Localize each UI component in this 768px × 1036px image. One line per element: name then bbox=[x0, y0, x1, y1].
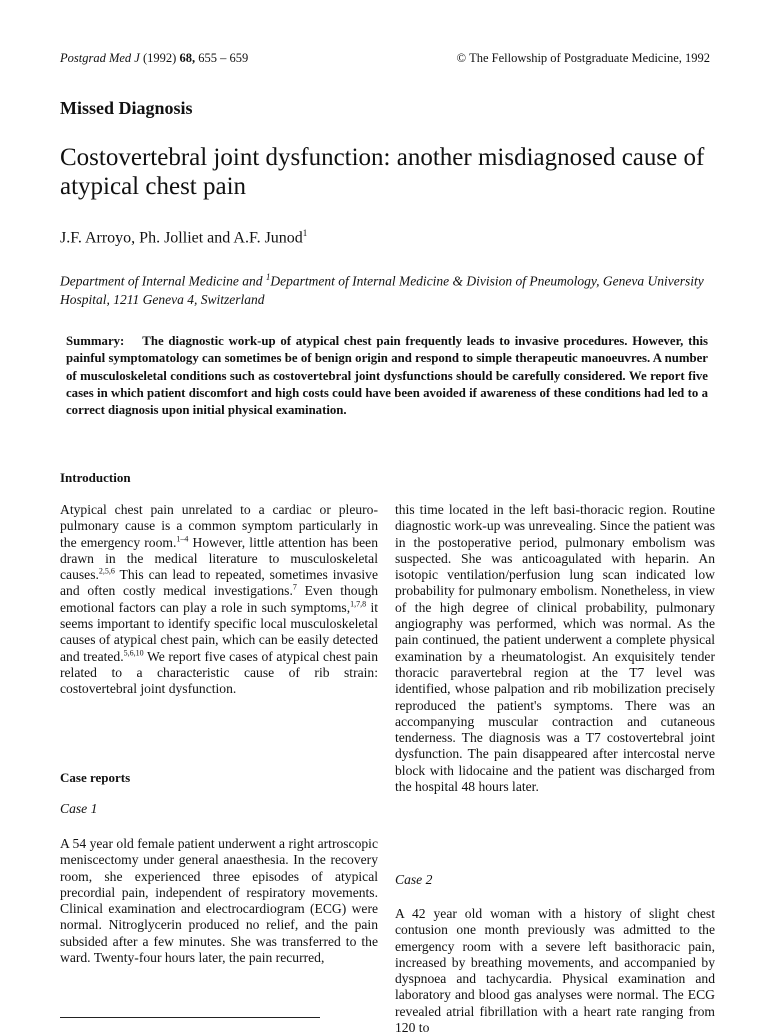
journal-pages: 655 – 659 bbox=[198, 51, 249, 65]
case-1-heading: Case 1 bbox=[60, 801, 98, 816]
affiliation bbox=[60, 268, 720, 309]
footnote-rule bbox=[60, 1017, 320, 1018]
journal-year: (1992) bbox=[142, 51, 177, 65]
intro-text-1: Atypical chest pain unrelated to a cardiac or pleuro-pulmonary cause is a common symptom particularly in the emergency room. bbox=[60, 502, 378, 550]
copyright-notice: © The Fellowship of Postgraduate Medicine, 1992 bbox=[456, 51, 710, 65]
summary-text: The diagnostic work-up of atypical chest pain frequently leads to invasive procedures. However, this painful symptomatology can sometimes be of benign origin and respond to simple therapeutic manoeuvres. A number of musculoskeletal conditions such as costovertebral joint dysfunctions should be carefully considered. We report five cases in which patient discomfort and high costs could have been avoided if awareness of these conditions had led to a correct diagnosis upon initial physical examination. bbox=[66, 334, 708, 418]
ref-mark: 1,7,8 bbox=[350, 599, 367, 609]
journal-name: Postgrad Med J bbox=[60, 51, 140, 65]
section-label: Missed Diagnosis bbox=[60, 98, 193, 118]
intro-text-3: This can lead to repeated, sometimes invasive and often costly medical investigations. bbox=[60, 567, 378, 599]
case-reports-heading: Case reports bbox=[60, 770, 131, 785]
author-list bbox=[60, 228, 307, 247]
summary-block bbox=[66, 333, 708, 419]
summary-label: Summary: bbox=[66, 334, 125, 348]
ref-mark: 7 bbox=[292, 582, 297, 592]
ref-mark: 5,6,10 bbox=[123, 648, 144, 658]
case-1-paragraph: A 54 year old female patient underwent a right artroscopic meniscectomy under general anaesthesia. In the recovery room, she experienced three episodes of atypical precordial pain, independent of respiratory movements. Clinical examination and electrocardiogram (ECG) were normal. Nitroglycerin produced no relief, and the pain subsided after a few minutes. She was transferred to the ward. Twenty-four hours later, the pain recurred, bbox=[60, 836, 378, 966]
introduction-heading: Introduction bbox=[60, 470, 131, 485]
intro-text-5: it seems important to identify specific local musculoskeletal causes of atypical chest pain, which can be easily detected and treated. bbox=[60, 599, 378, 664]
affiliation-mark: 1 bbox=[265, 272, 271, 282]
ref-mark: 2,5,6 bbox=[98, 566, 115, 576]
intro-text-4: Even though emotional factors can play a role in such symptoms, bbox=[60, 583, 378, 615]
journal-citation bbox=[60, 51, 248, 66]
affiliation-part2: Department of Internal Medicine & Division of Pneumology, Geneva University Hospital, 1211 Geneva 4, Switzerland bbox=[60, 273, 704, 307]
ref-mark: 1–4 bbox=[176, 534, 189, 544]
affiliation-part1: Department of Internal Medicine and bbox=[60, 273, 266, 289]
author-affiliation-mark: 1 bbox=[302, 228, 308, 238]
case-1-paragraph-continued: this time located in the left basi-thoracic region. Routine diagnostic work-up was unrevealing. Since the patient was in the postoperative period, pulmonary embolism was suspected. She was anticoagulated with heparin. An isotopic ventilation/perfusion lung scan indicated low probability for pulmonary embolism. Nonetheless, in view of the high degree of clinical probability, pulmonary angiography was performed, which was normal. As the pain continued, the patient underwent a complete physical examination by a rheumatologist. An exquisitely tender thoracic paravertebral region at the T7 level was identified, whose palpation and rib mobilization precisely reproduced the patient's symptoms. There was an accompanying muscular contraction and cutaneous tenderness. The diagnosis was a T7 costovertebral joint dysfunction. The pain disappeared after intercostal nerve block with lidocaine and the patient was discharged from the hospital 48 hours later. bbox=[395, 502, 715, 795]
introduction-paragraph bbox=[60, 502, 378, 698]
intro-text-6: We report five cases of atypical chest pain related to a characteristic cause of rib strain: costovertebral joint dysfunction. bbox=[60, 648, 378, 697]
article-title: Costovertebral joint dysfunction: another misdiagnosed cause of atypical chest pain bbox=[60, 144, 705, 200]
case-2-paragraph: A 42 year old woman with a history of slight chest contusion one month previously was admitted to the emergency room with a severe left basithoracic pain, increased by breathing movements, and accompanied by dyspnoea and tachycardia. Physical examination and laboratory and blood gas analyses were normal. The ECG revealed atrial fibrillation with a heart rate ranging from 120 to bbox=[395, 906, 715, 1036]
author-names: J.F. Arroyo, Ph. Jolliet and A.F. Junod bbox=[60, 229, 303, 247]
intro-text-2: However, little attention has been drawn in the medical literature to musculoskeletal causes. bbox=[60, 534, 378, 583]
case-2-heading: Case 2 bbox=[395, 872, 433, 887]
journal-volume: 68, bbox=[179, 51, 196, 65]
